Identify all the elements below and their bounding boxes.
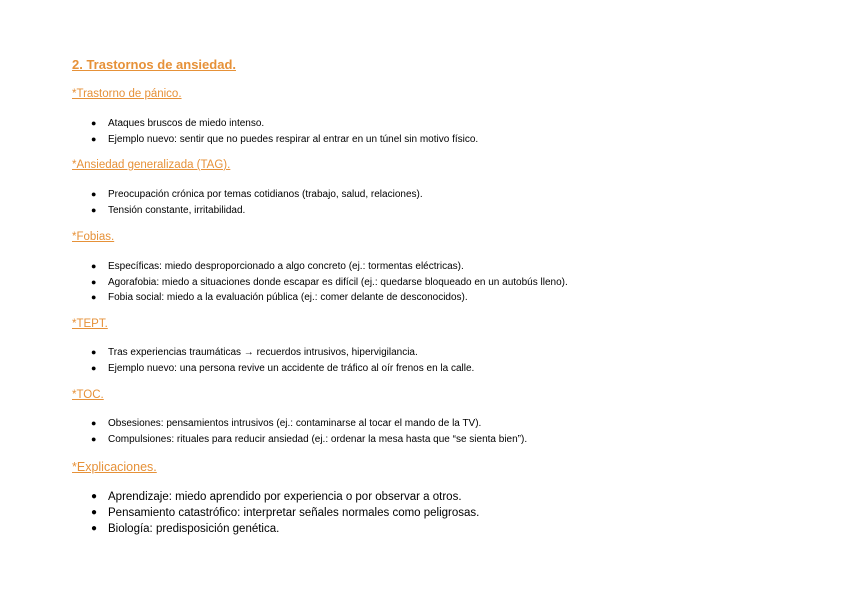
list-item: ● Específicas: miedo desproporcionado a algo concreto (ej.: tormentas eléctricas). — [90, 259, 568, 275]
list-tept — [90, 345, 474, 376]
list-toc — [90, 416, 527, 447]
list-item: ● Tras experiencias traumáticas → recuerdos intrusivos, hipervigilancia. — [90, 345, 474, 361]
heading-phobias: *Fobias. — [72, 231, 115, 243]
heading-toc: *TOC. — [72, 389, 104, 401]
list-tag — [90, 187, 423, 218]
document-title: 2. Trastornos de ansiedad. — [72, 57, 236, 72]
list-item: ● Pensamiento catastrófico: interpretar señales normales como peligrosas. — [91, 507, 480, 519]
list-item: ● Ejemplo nuevo: sentir que no puedes respirar al entrar en un túnel sin motivo físico. — [90, 132, 478, 148]
list-panic — [90, 116, 478, 147]
bullet-icon: ● — [91, 189, 97, 199]
list-item: ● Obsesiones: pensamientos intrusivos (ej.: contaminarse al tocar el mando de la TV). — [90, 416, 527, 432]
bullet-icon: ● — [91, 418, 97, 428]
bullet-icon: ● — [91, 523, 98, 534]
bullet-icon: ● — [91, 292, 97, 302]
list-item: ● Fobia social: miedo a la evaluación pública (ej.: comer delante de desconocidos). — [90, 290, 568, 306]
bullet-icon: ● — [91, 491, 98, 502]
heading-tept: *TEPT. — [72, 318, 108, 330]
list-item: ● Tensión constante, irritabilidad. — [90, 203, 423, 219]
list-item: ● Compulsiones: rituales para reducir ansiedad (ej.: ordenar la mesa hasta que “se sienta bien”). — [90, 432, 527, 448]
list-item: ● Biología: predisposición genética. — [91, 523, 280, 535]
bullet-icon: ● — [91, 118, 97, 128]
heading-tag: *Ansiedad generalizada (TAG). — [72, 159, 231, 171]
bullet-icon: ● — [91, 362, 97, 373]
list-explanations — [90, 489, 479, 537]
heading-explanations: *Explicaciones. — [72, 460, 157, 474]
list-item: ● Ejemplo nuevo: una persona revive un accidente de tráfico al oír frenos en la calle. — [90, 361, 474, 377]
list-item: ● Aprendizaje: miedo aprendido por experiencia o por observar a otros. — [91, 491, 462, 503]
bullet-icon: ● — [91, 433, 97, 444]
bullet-icon: ● — [91, 133, 97, 144]
list-item: ● Agorafobia: miedo a situaciones donde escapar es difícil (ej.: quedarse bloqueado en un autobús lleno). — [90, 275, 568, 291]
bullet-icon: ● — [91, 347, 97, 357]
bullet-icon: ● — [91, 507, 98, 518]
bullet-icon: ● — [91, 261, 97, 271]
heading-panic: *Trastorno de pánico. — [72, 88, 182, 100]
list-item: ● Ataques bruscos de miedo intenso. — [90, 116, 478, 132]
bullet-icon: ● — [91, 276, 97, 287]
list-phobias — [90, 259, 568, 306]
list-item: ● Preocupación crónica por temas cotidianos (trabajo, salud, relaciones). — [90, 187, 423, 203]
bullet-icon: ● — [91, 204, 97, 215]
